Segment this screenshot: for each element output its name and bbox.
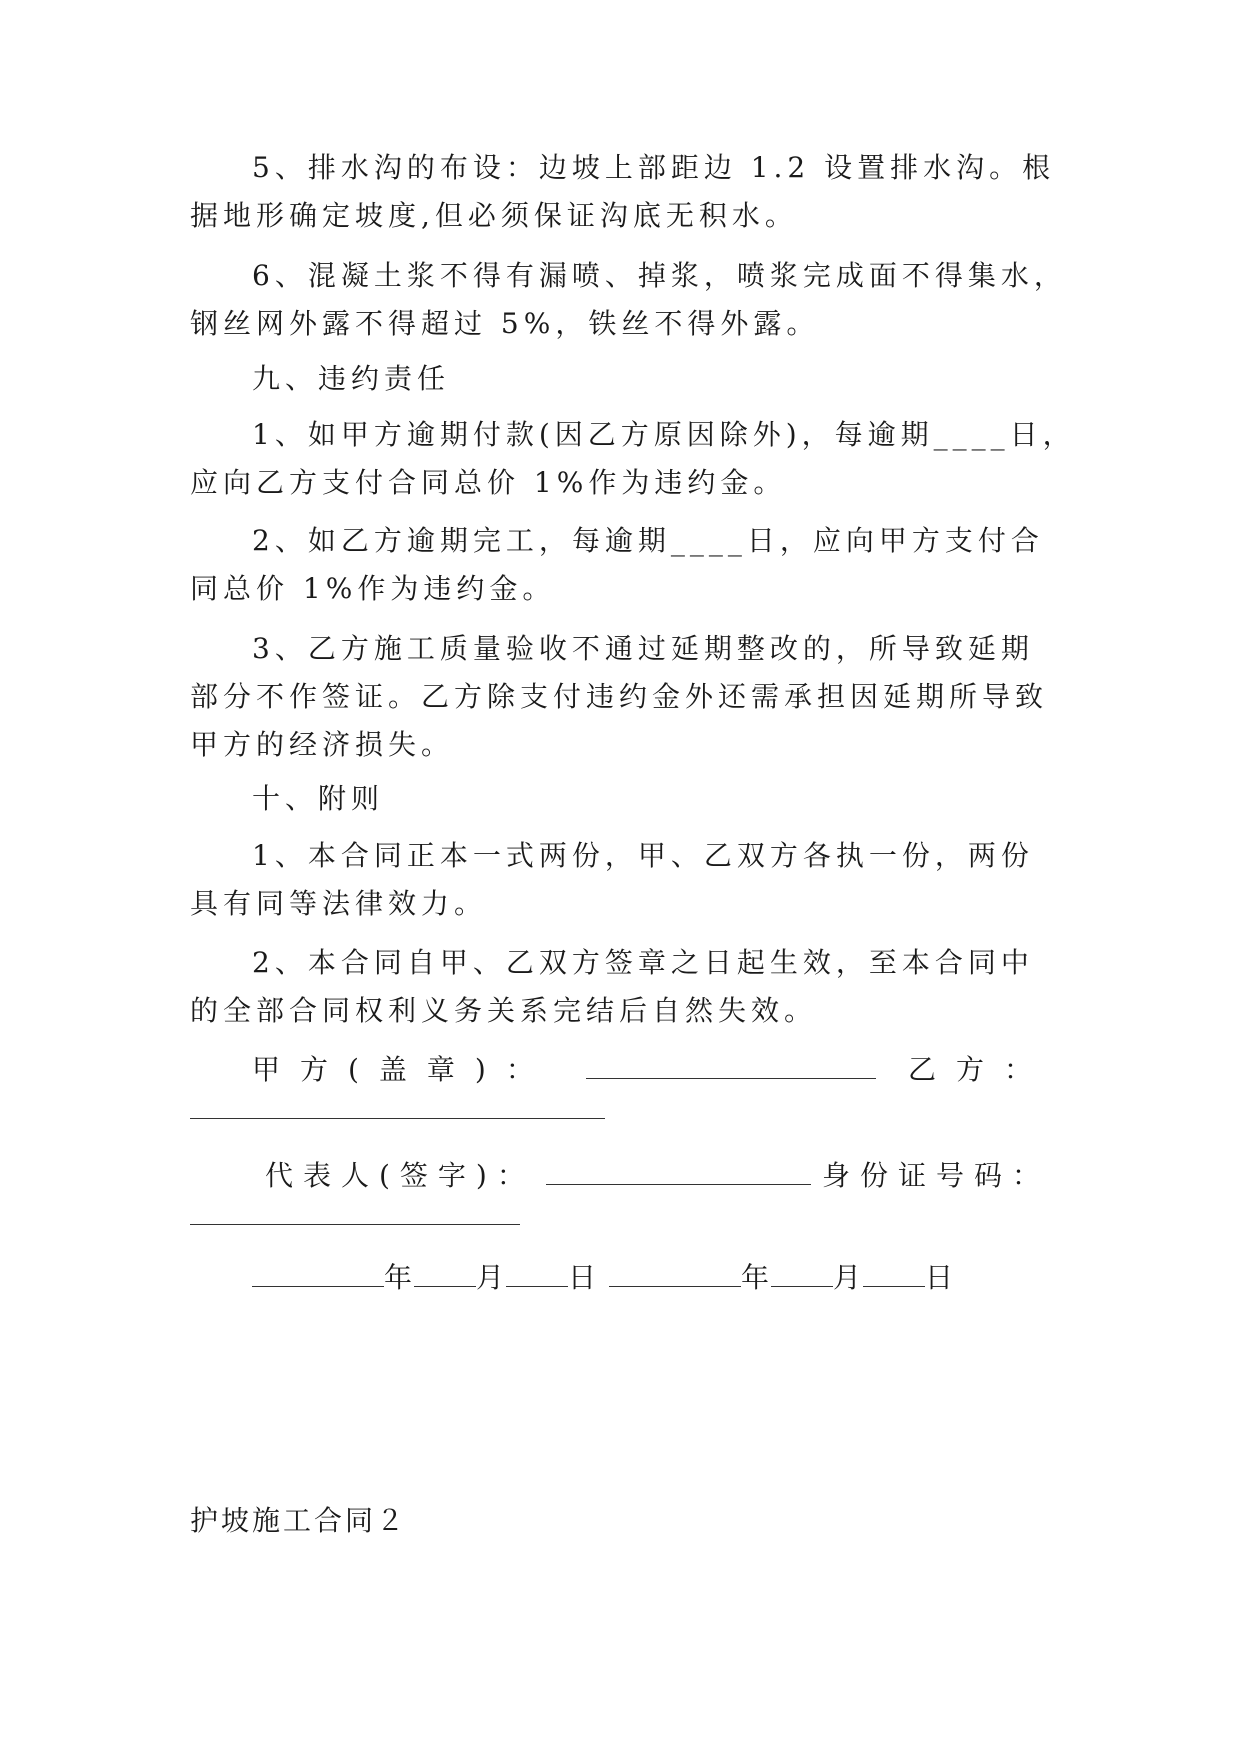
month-b-line[interactable] bbox=[771, 1260, 833, 1287]
breach-3-line-2: 部分不作签证。乙方除支付违约金外还需承担因延期所导致 bbox=[190, 680, 1049, 713]
appendix-2-line-2: 的全部合同权利义务关系完结后自然失效。 bbox=[190, 994, 818, 1027]
clause-5-line-1: 5、排水沟的布设：边坡上部距边 1.2 设置排水沟。根 bbox=[252, 151, 1056, 184]
id-number-label: 身份证号码： bbox=[821, 1159, 1050, 1192]
breach-1-line-1: 1、如甲方逾期付款(因乙方原因除外)，每逾期____日， bbox=[252, 418, 1076, 451]
day-b-line[interactable] bbox=[863, 1260, 925, 1287]
day-a-line[interactable] bbox=[506, 1260, 568, 1287]
appendix-1-line-2: 具有同等法律效力。 bbox=[190, 887, 488, 920]
day-b-label: 日 bbox=[924, 1261, 955, 1294]
party-a-label: 甲方(盖章)： bbox=[252, 1053, 554, 1086]
breach-2-line-2: 同总价 1%作为违约金。 bbox=[190, 572, 556, 605]
day-a-label: 日 bbox=[568, 1261, 599, 1294]
year-b-line[interactable] bbox=[609, 1260, 741, 1287]
representative-signature-line[interactable] bbox=[546, 1158, 811, 1185]
breach-2-line-1: 2、如乙方逾期完工，每逾期____日，应向甲方支付合 bbox=[252, 524, 1044, 557]
breach-3-line-3: 甲方的经济损失。 bbox=[190, 728, 455, 761]
party-b-label: 乙方： bbox=[907, 1053, 1052, 1086]
appendix-2-line-1: 2、本合同自甲、乙双方签章之日起生效，至本合同中 bbox=[252, 946, 1034, 979]
month-a-line[interactable] bbox=[414, 1260, 476, 1287]
representative-label: 代表人(签字)： bbox=[265, 1159, 535, 1192]
clause-5-line-2: 据地形确定坡度,但必须保证沟底无积水。 bbox=[190, 199, 798, 232]
id-number-line[interactable] bbox=[190, 1224, 520, 1225]
breach-3-line-1: 3、乙方施工质量验收不通过延期整改的，所导致延期 bbox=[252, 632, 1034, 665]
month-a-label: 月 bbox=[476, 1261, 507, 1294]
section-9-title: 九、违约责任 bbox=[252, 362, 451, 395]
representative-row bbox=[265, 1158, 1050, 1194]
year-b-label: 年 bbox=[740, 1261, 771, 1294]
party-b-signature-line[interactable] bbox=[190, 1118, 605, 1119]
section-10-title: 十、附则 bbox=[252, 782, 385, 815]
month-b-label: 月 bbox=[832, 1261, 863, 1294]
breach-1-line-2: 应向乙方支付合同总价 1%作为违约金。 bbox=[190, 466, 787, 499]
party-a-signature-row bbox=[252, 1052, 1052, 1088]
party-a-signature-line[interactable] bbox=[586, 1052, 876, 1079]
next-contract-title: 护坡施工合同２ bbox=[190, 1504, 408, 1537]
year-a-line[interactable] bbox=[252, 1260, 384, 1287]
appendix-1-line-1: 1、本合同正本一式两份，甲、乙双方各执一份，两份 bbox=[252, 839, 1034, 872]
year-a-label: 年 bbox=[384, 1261, 415, 1294]
clause-6-line-1: 6、混凝土浆不得有漏喷、掉浆，喷浆完成面不得集水， bbox=[252, 259, 1067, 292]
date-row bbox=[252, 1260, 955, 1296]
clause-6-line-2: 钢丝网外露不得超过 5%，铁丝不得外露。 bbox=[190, 307, 820, 340]
